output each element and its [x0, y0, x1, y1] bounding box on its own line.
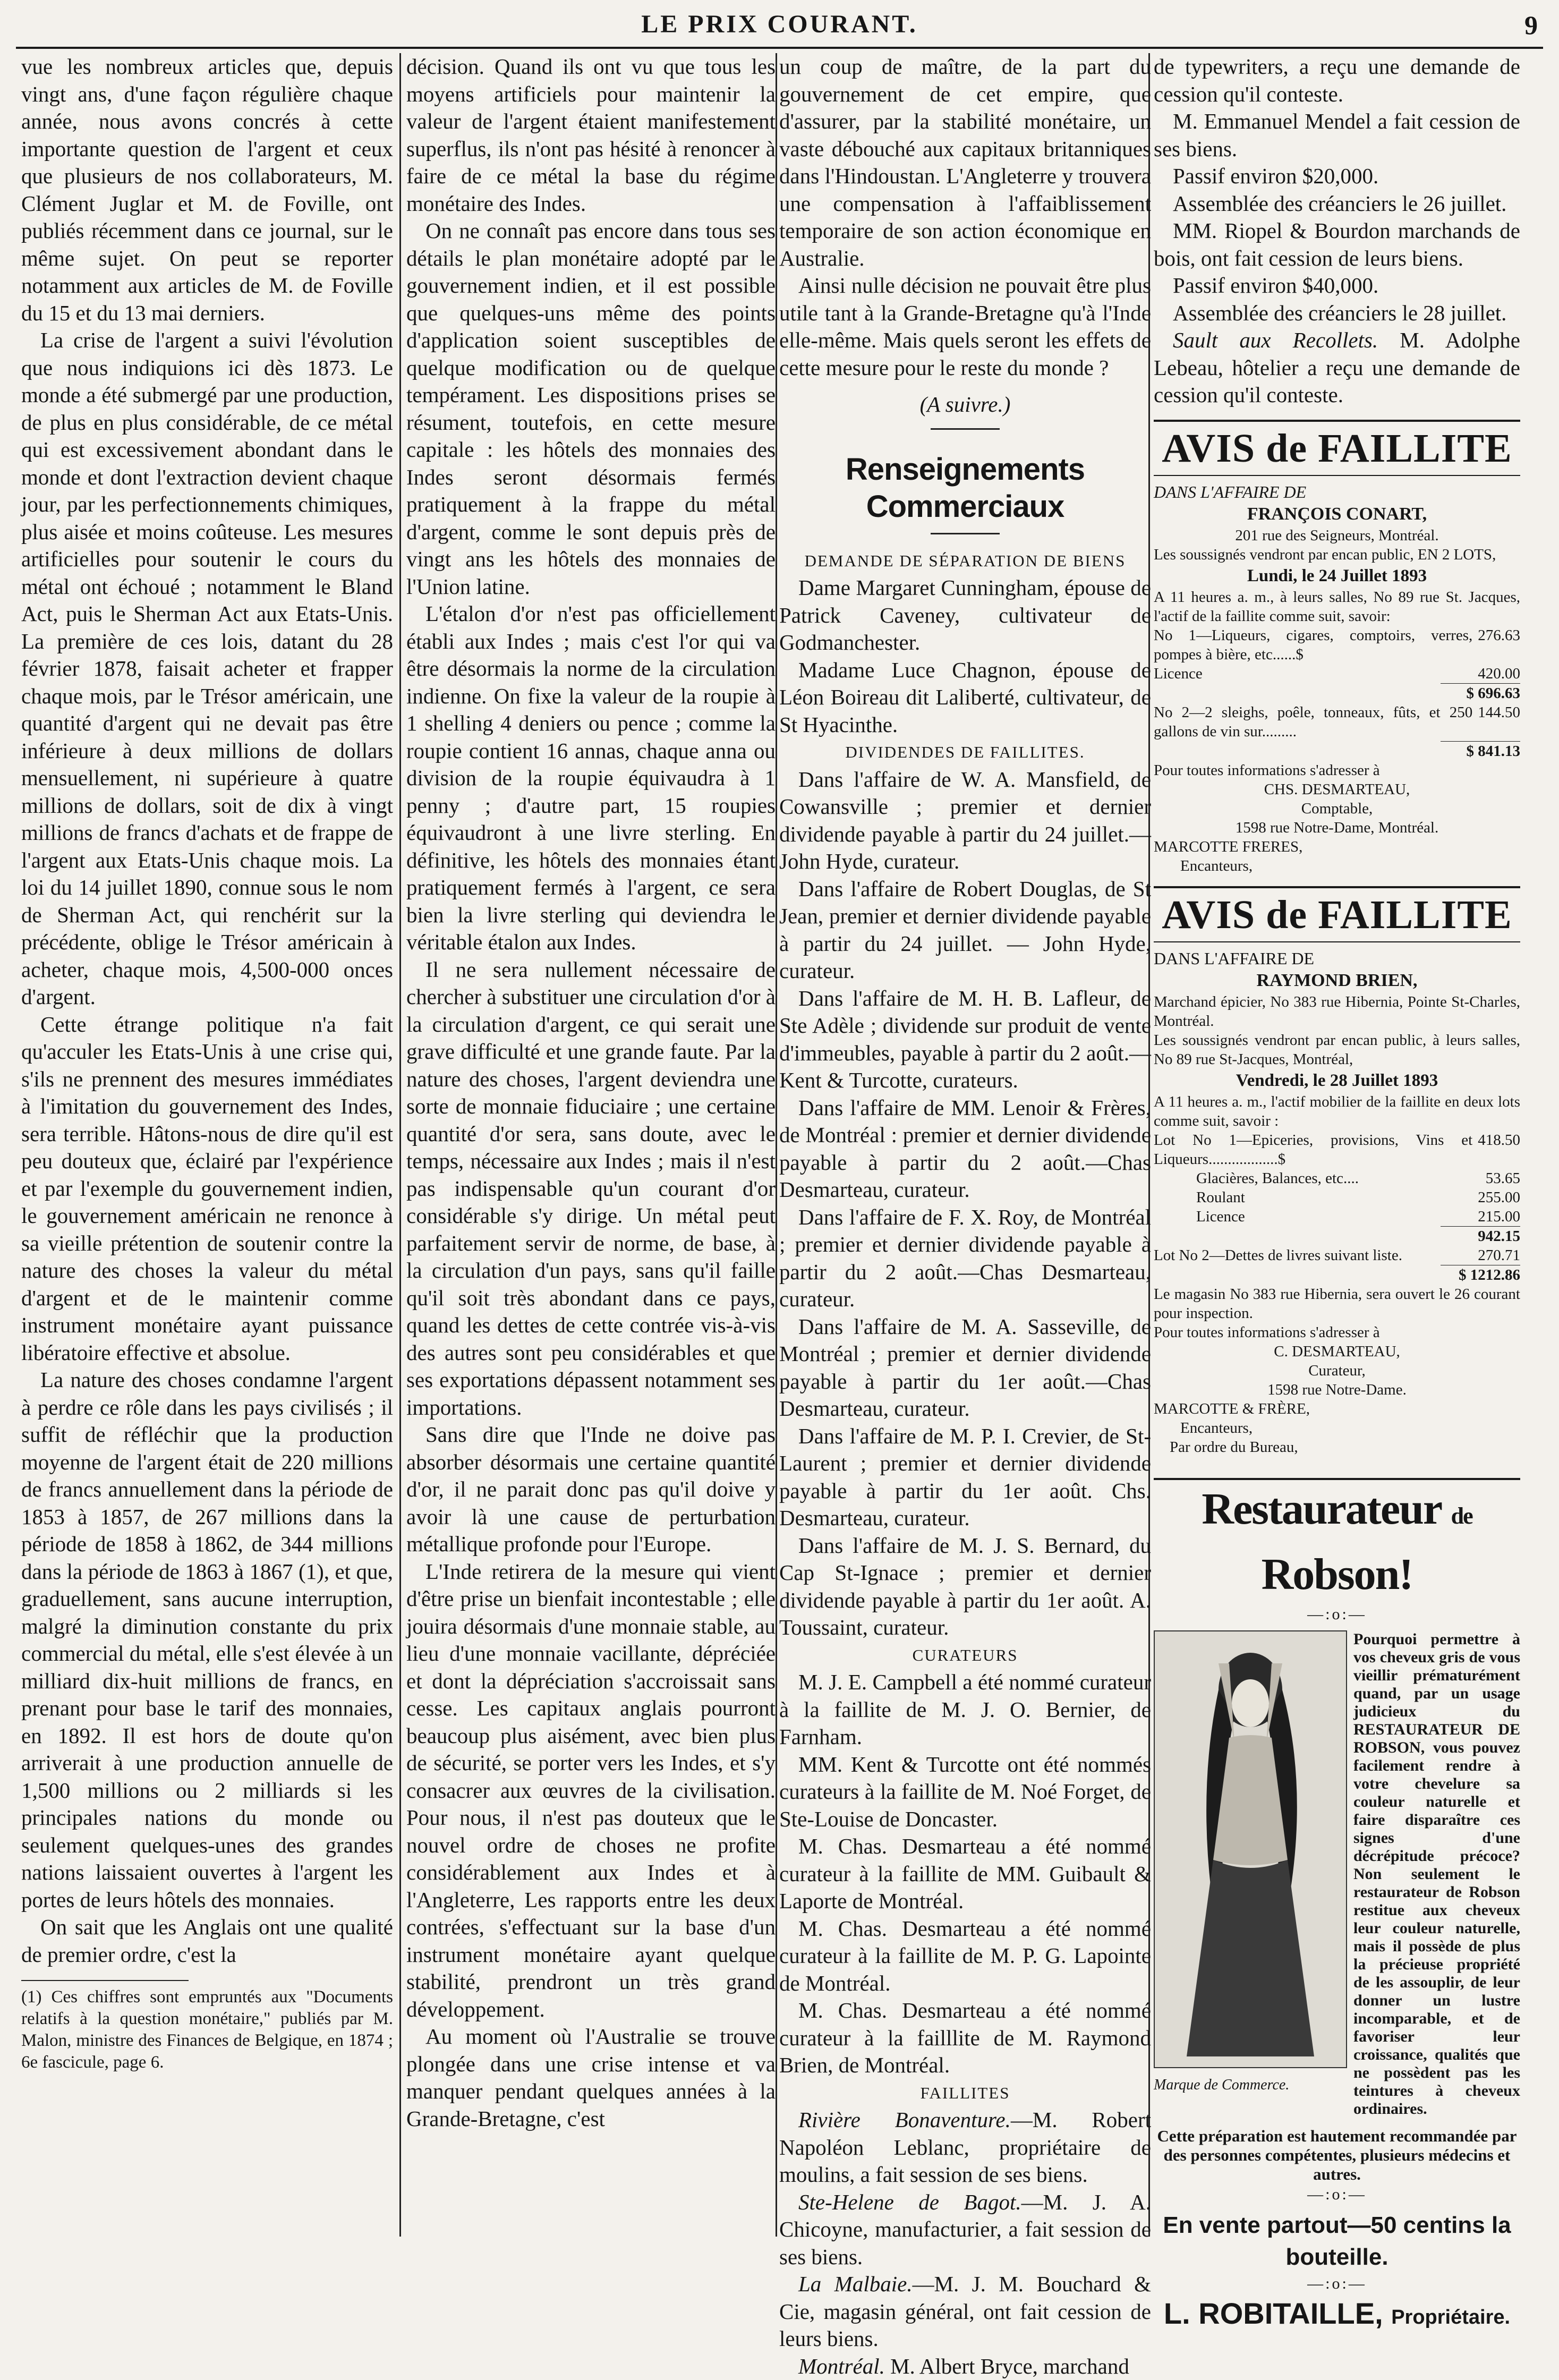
- contact-name: CHS. DESMARTEAU,: [1154, 780, 1520, 799]
- list-item: M. Chas. Desmarteau a été nommé curateur à la failllite de M. Raymond Brien, de Montréal.: [779, 1997, 1151, 2079]
- page-number: 9: [1524, 10, 1538, 40]
- subsection-heading: FAILLITES: [779, 2079, 1151, 2107]
- list-item: [779, 2353, 1151, 2380]
- lot-label: Lot No 2—Dettes de livres suivant liste.: [1154, 1246, 1402, 1265]
- paragraph: vue les nombreux articles que, depuis vingt ans, d'une façon régulière chaque année, nous avons concrés à cette importante question de l'argent et ceux que plusieurs de nos collaborateurs, M. Clément Juglar et M. de Foville, ont publiés récemment dans ce journal, sur le même sujet. On peut se reporter notamment aux articles de M. de Foville du 15 et du 13 mai derniers.: [21, 53, 393, 327]
- column-4: [1154, 53, 1520, 2239]
- lot-subtotal: 942.15: [1441, 1226, 1520, 1246]
- auctioneer-role: Encanteurs,: [1154, 1418, 1520, 1438]
- paragraph: La crise de l'argent a suivi l'évolution que nous indiquions ici dès 1873. Le monde a été submergé par une production, de plus en plus considérable, de ce métal qui est excessivement abondant dans le monde et dont l'extraction devient chaque jour, par les perfectionnements chimiques, plus aisée et moins coûteuse. Les mesures artificielles pour soutenir le cours du métal ont échoué ; notamment le Bland Act, puis le Sherman Act aux Etats-Unis. La première de ces lois, datant du 28 février 1878, faisait acheter et frapper chaque mois, par le Trésor américain, une quantité d'argent qui ne devait pas être inférieure à deux millions de dollars mensuellement, ni supérieure à quatre millions de dollars, soit de dix à vingt millions de francs d'achats et de frappe de l'argent aux Etats-Unis chaque mois. La loi du 14 juillet 1890, connue sous le nom de Sherman Act, qui renchérit sur la précédente, oblige le Trésor américain à acheter, chaque mois, 4,500-000 onces d'argent.: [21, 327, 393, 1011]
- paragraph: Assemblée des créanciers le 26 juillet.: [1154, 190, 1520, 218]
- contact-address: 1598 rue Notre-Dame, Montréal.: [1154, 818, 1520, 837]
- paragraph: Sans dire que l'Inde ne doive pas absorber désormais une certaine quantité d'or, il ne parait donc pas qu'il doive y avoir là une cause de perturbation métallique profonde pour l'Europe.: [406, 1421, 776, 1558]
- lot-row: [1154, 1169, 1520, 1188]
- list-item: MM. Kent & Turcotte ont été nommés curateurs à la faillite de M. Noé Forget, de Ste-Louise de Doncaster.: [779, 1751, 1151, 1833]
- avis-intro: Les soussignés vendront par encan public, à leurs salles, No 89 rue St-Jacques, Montréal,: [1154, 1031, 1520, 1069]
- avis-info: Pour toutes informations s'adresser à: [1154, 1323, 1520, 1342]
- avis-address: 201 rue des Seigneurs, Montréal.: [1154, 526, 1520, 545]
- avis-date: Vendredi, le 28 Juillet 1893: [1154, 1069, 1520, 1092]
- page-header: [16, 10, 1543, 49]
- avis-dans: DANS L'AFFAIRE DE: [1154, 481, 1520, 503]
- avis-details: A 11 heures a. m., à leurs salles, No 89 rue St. Jacques, l'actif de la faillite comme suit, savoir:: [1154, 588, 1520, 626]
- lot-row: [1154, 1130, 1520, 1169]
- entry-text: M. Adolphe Lebeau, hôtelier a reçu une demande de cession qu'il conteste.: [1154, 328, 1520, 407]
- lot-value: 144.50: [1472, 703, 1520, 741]
- proprietor-name: L. ROBITAILLE,: [1164, 2297, 1383, 2330]
- ad-title-main: Restaurateur: [1202, 1484, 1441, 1534]
- ornament-divider: —:o:—: [1154, 2273, 1520, 2294]
- ad-proprietor: [1154, 2294, 1520, 2336]
- list-item: Dans l'affaire de F. X. Roy, de Montréal ; premier et dernier dividende payable à partir du 2 août.—Chas Desmarteau, curateur.: [779, 1204, 1151, 1313]
- ad-title: [1154, 1478, 1520, 1604]
- entry-text: —M. J. A. Chicoyne, manufacturier, a fait session de ses biens.: [779, 2190, 1151, 2269]
- paragraph: M. Emmanuel Mendel a fait cession de ses biens.: [1154, 108, 1520, 163]
- lot-row: [1154, 1188, 1520, 1207]
- list-item: [779, 2189, 1151, 2271]
- ad-recommendation: Cette préparation est hautement recommandée par des personnes compétentes, plusieurs médecins et autres.: [1154, 2127, 1520, 2184]
- avis-dans: DANS L'AFFAIRE DE: [1154, 948, 1520, 969]
- lot-value: 276.63: [1472, 626, 1520, 664]
- paragraph: Ainsi nulle décision ne pouvait être plus utile tant à la Grande-Bretagne qu'à l'Inde elle-même. Mais quels seront les effets de cette mesure pour le reste du monde ?: [779, 272, 1151, 381]
- lot-label: Licence: [1196, 1207, 1245, 1226]
- subsection-heading: CURATEURS: [779, 1642, 1151, 1669]
- list-item: Dans l'affaire de W. A. Mansfield, de Cowansville ; premier et dernier dividende payable à partir du 24 juillet.—John Hyde, curateur.: [779, 766, 1151, 876]
- lot-label: Lot No 1—Epiceries, provisions, Vins et Liqueurs..................$: [1154, 1130, 1472, 1169]
- paragraph: Passif environ $20,000.: [1154, 163, 1520, 190]
- contact-name: C. DESMARTEAU,: [1154, 1342, 1520, 1361]
- lot-row: [1154, 664, 1520, 683]
- entry-text: M. Albert Bryce, marchand: [885, 2354, 1129, 2378]
- paragraph: L'Inde retirera de la mesure qui vient d'être prise un bienfait incontestable ; elle jouira désormais d'une monnaie stable, au lieu d'une monnaie vacillante, dépréciée et dont la dépréciation s'accroissait sans cesse. Les capitaux anglais pourront beaucoup plus aisément, avec bien plus de sécurité, se porter vers les Indes, et s'y consacrer aux œuvres de la civilisation. Pour nous, il n'est pas douteux que le nouvel ordre de choses ne profite considérablement aux Indes et à l'Angleterre, Les rapports entre les deux contrées, s'effectuant sur la base d'un instrument monétaire ayant quelque stabilité, prendront un très grand développement.: [406, 1558, 776, 2024]
- place-name: La Malbaie.: [798, 2272, 913, 2296]
- ad-body: [1154, 1630, 1520, 2118]
- ad-caption: Marque de Commerce.: [1154, 2071, 1347, 2099]
- avis-details: A 11 heures a. m., l'actif mobilier de la faillite en deux lots comme suit, savoir :: [1154, 1092, 1520, 1130]
- lot-row: [1154, 1246, 1520, 1265]
- paragraph: un coup de maître, de la part du gouvernement de cet empire, que d'assurer, par la stabilité monétaire, un vaste débouché aux capitaux britanniques dans l'Hindoustan. L'Angleterre y trouvera une compensation à l'affaiblissement temporaire de son action économique en Australie.: [779, 53, 1151, 272]
- list-item: M. Chas. Desmarteau a été nommé curateur à la faillite de MM. Guibault & Laporte de Montréal.: [779, 1833, 1151, 1915]
- lot-value: 53.65: [1480, 1169, 1520, 1188]
- ad-price: En vente partout—50 centins la bouteille.: [1154, 2209, 1520, 2273]
- ad-text: Pourquoi permettre à vos cheveux gris de vous vieillir prématurément quand, par un usage judicieux du RESTAURATEUR DE ROBSON, vous pouvez facilement rendre à votre chevelure sa couleur naturelle et faire disparaître ces signes d'une décrépitude précoce? Non seulement le restaurateur de Robson restitue aux cheveux leur couleur naturelle, mais il possède de plus la précieuse propriété de les assouplir, de leur donner un lustre incomparable, et de favoriser leur croissance, qualités que ne possèdent pas les teintures à cheveux ordinaires.: [1353, 1630, 1520, 2118]
- divider: [931, 428, 1000, 430]
- avis-address: Marchand épicier, No 383 rue Hibernia, Pointe St-Charles, Montréal.: [1154, 992, 1520, 1031]
- a-suivre: (A suivre.): [779, 391, 1151, 419]
- list-item: M. Chas. Desmarteau a été nommé curateur à la faillite de M. P. G. Lapointe de Montréal.: [779, 1915, 1151, 1998]
- place-name: Sault aux Recollets.: [1173, 328, 1378, 352]
- avis-info: Pour toutes informations s'adresser à: [1154, 761, 1520, 780]
- place-name: Ste-Helene de Bagot.: [798, 2190, 1021, 2214]
- entry-text: —M. J. M. Bouchard & Cie, magasin général, ont fait cession de leurs biens.: [779, 2272, 1151, 2351]
- place-name: Rivière Bonaventure.: [798, 2107, 1011, 2132]
- footnote: (1) Ces chiffres sont empruntés aux "Documents relatifs à la question monétaire," publiés par M. Malon, ministre des Finances de Belgique, en 1874 ; 6e fascicule, page 6.: [21, 1986, 393, 2073]
- paragraph: MM. Riopel & Bourdon marchands de bois, ont fait cession de leurs biens.: [1154, 217, 1520, 272]
- paragraph: Cette étrange politique n'a fait qu'acculer les Etats-Unis à une crise qui, s'ils ne prennent des mesures immédiates à l'imitation du gouvernement des Indes, sera terrible. Hâtons-nous de dire qu'il est peu douteux que, éclairé par l'expérience et par l'exemple du gouvernement indien, le gouvernement américain ne renonce à sa vieille prétention de soutenir contre la nature des choses la valeur du métal d'argent et de le maintenir comme instrument monétaire ayant puissance libératoire effective et absolue.: [21, 1011, 393, 1367]
- paragraph: Assemblée des créanciers le 28 juillet.: [1154, 300, 1520, 327]
- list-item: Dans l'affaire de M. J. S. Bernard, du Cap St-Ignace ; premier et dernier dividende payable à partir du 1er août. A. Toussaint, curateur.: [779, 1532, 1151, 1642]
- woman-illustration-icon: [1155, 1631, 1346, 2067]
- list-item: Dans l'affaire de M. A. Sasseville, de Montréal ; premier et dernier dividende payable à partir du 1er août.—Chas Desmarteau, curateur.: [779, 1313, 1151, 1423]
- paragraph: L'étalon d'or n'est pas officiellement établi aux Indes ; mais c'est l'or qui va être désormais la norme de la circulation indienne. On fixe la valeur de la roupie à 1 shelling 4 deniers ou pence ; comme la roupie contient 16 annas, chaque anna ou division de la roupie équivaudra à 1 penny ; d'autre part, 15 roupies équivaudront à une livre sterling. En définitive, les hôtels des monnaies étant pratiquement fermés à l'argent, ce sera bien la livre sterling qui deviendra le véritable étalon aux Indes.: [406, 600, 776, 956]
- lot-label: Glacières, Balances, etc....: [1196, 1169, 1359, 1188]
- lot-row: [1154, 703, 1520, 741]
- column-1: [21, 53, 393, 2239]
- avis-date: Lundi, le 24 Juillet 1893: [1154, 564, 1520, 588]
- footnote-rule: [21, 1980, 189, 1981]
- auctioneer: MARCOTTE & FRÈRE,: [1154, 1399, 1520, 1418]
- list-item: Dans l'affaire de Robert Douglas, de St Jean, premier et dernier dividende payable à partir du 24 juillet. — John Hyde, curateur.: [779, 876, 1151, 985]
- auctioneer: MARCOTTE FRERES,: [1154, 837, 1520, 856]
- section-title: Renseignements Commerciaux: [779, 451, 1151, 525]
- ornament-divider: —:o:—: [1154, 1604, 1520, 1625]
- lot-label: Roulant: [1196, 1188, 1245, 1207]
- avis-title: AVIS de FAILLITE: [1154, 420, 1520, 476]
- proprietor-role: Propriétaire.: [1391, 2306, 1510, 2328]
- paragraph: de typewriters, a reçu une demande de cession qu'il conteste.: [1154, 53, 1520, 108]
- paragraph: décision. Quand ils ont vu que tous les moyens artificiels pour maintenir la valeur de l'argent étaient manifestement superflus, ils n'ont pas hésité à renoncer à faire de ce métal la base du régime monétaire des Indes.: [406, 53, 776, 217]
- list-item: [779, 2271, 1151, 2353]
- contact-address: 1598 rue Notre-Dame.: [1154, 1380, 1520, 1399]
- woman-illustration: [1154, 1630, 1347, 2068]
- subsection-heading: DEMANDE DE SÉPARATION DE BIENS: [779, 547, 1151, 575]
- lot-value: 420.00: [1472, 664, 1520, 683]
- column-divider: [776, 53, 777, 2237]
- lot-label: No 2—2 sleighs, poêle, tonneaux, fûts, et 250 gallons de vin sur.........: [1154, 703, 1472, 741]
- ad-figure: [1154, 1630, 1347, 2118]
- contact-role: Curateur,: [1154, 1361, 1520, 1380]
- column-3: [779, 53, 1151, 2239]
- auctioneer-note: Par ordre du Bureau,: [1154, 1438, 1520, 1457]
- divider: [931, 533, 1000, 534]
- place-name: Montréal.: [798, 2354, 885, 2378]
- lot-label: Licence: [1154, 664, 1203, 683]
- lot-value: 418.50: [1472, 1130, 1520, 1169]
- avis-title: AVIS de FAILLITE: [1154, 886, 1520, 942]
- auctioneer-role: Encanteurs,: [1154, 856, 1520, 876]
- paragraph: Au moment où l'Australie se trouve plongée dans une crise intense et va manquer pendant quelques années à la Grande-Bretagne, c'est: [406, 2023, 776, 2132]
- lot-total: $ 1212.86: [1441, 1265, 1520, 1285]
- ad-title-brand: Robson!: [1262, 1550, 1413, 1599]
- newspaper-title: LE PRIX COURANT.: [16, 10, 1543, 39]
- contact-role: Comptable,: [1154, 799, 1520, 818]
- lot-value: 270.71: [1472, 1246, 1520, 1265]
- list-item: Dans l'affaire de M. H. B. Lafleur, de Ste Adèle ; dividende sur produit de vente d'immeubles, payable à partir du 2 août.—Kent & Turcotte, curateurs.: [779, 985, 1151, 1094]
- entry-text: —M. Robert Napoléon Leblanc, propriétaire de moulins, a fait session de ses biens.: [779, 2107, 1151, 2187]
- paragraph: La nature des choses condamne l'argent à perdre ce rôle dans les pays civilisés ; il suffit de réfléchir que la production moyenne de l'argent était de 220 millions de francs annuellement dans la période de 1853 à 1857, de 267 millions dans la période de 1858 à 1862, de 344 millions dans la période de 1863 à 1867 (1), et que, graduellement, sans aucune interruption, malgré la diminution constante du prix commercial du métal, elle s'est élevée à un milliard dix-huit millions de francs, en prenant pour base le tarif des monnaies, en 1892. Il est hors de doute qu'on arriverait à une production annuelle de 1,500 millions ou 2 milliards si les principales nations du monde ou seulement quelques-unes des grandes nations laissaient ouvertes à l'argent les portes de leurs hôtels des monnaies.: [21, 1366, 393, 1914]
- lot-value: 215.00: [1472, 1207, 1520, 1226]
- paragraph: [1154, 327, 1520, 409]
- avis-info: Le magasin No 383 rue Hibernia, sera ouvert le 26 courant pour inspection.: [1154, 1285, 1520, 1323]
- lot-value: 255.00: [1472, 1188, 1520, 1207]
- list-item: Dans l'affaire de M. P. I. Crevier, de St-Laurent ; premier et dernier dividende payable à partir du 1er août. Chs. Desmarteau, curateur.: [779, 1423, 1151, 1532]
- lot-total: $ 841.13: [1441, 741, 1520, 761]
- lot-row: [1154, 626, 1520, 664]
- lot-subtotal: $ 696.63: [1441, 683, 1520, 703]
- ornament-divider: —:o:—: [1154, 2184, 1520, 2205]
- avis-name: FRANÇOIS CONART,: [1154, 503, 1520, 526]
- list-item: [779, 2106, 1151, 2189]
- paragraph: Passif environ $40,000.: [1154, 272, 1520, 300]
- paragraph: On sait que les Anglais ont une qualité de premier ordre, c'est la: [21, 1914, 393, 1968]
- avis-intro: Les soussignés vendront par encan public, EN 2 LOTS,: [1154, 545, 1520, 564]
- avis-name: RAYMOND BRIEN,: [1154, 969, 1520, 992]
- paragraph: Il ne sera nullement nécessaire de chercher à substituer une circulation d'or à la circulation d'argent, ce qui serait une grave difficulté et une grande faute. Par la nature des choses, l'argent deviendra une sorte de monnaie fiduciaire ; une certaine quantité d'or sera, sans doute, avec le temps, nécessaire aux Indes ; mais il n'est pas indispensable qu'un courant d'or considérable s'y dirige. Un métal peut parfaitement servir de norme, de base, à la circulation d'un pays, sans qu'il faille qu'il soit très abondant dans ce pays, quand les dettes de cette contrée vis-à-vis des autres sont peu considérables et que ses exportations dépassent notamment ses importations.: [406, 956, 776, 1422]
- column-2: [406, 53, 776, 2239]
- lot-row: [1154, 1207, 1520, 1226]
- list-item: Madame Luce Chagnon, épouse de Léon Boireau dit Laliberté, cultivateur, de St Hyacinthe.: [779, 657, 1151, 739]
- list-item: Dame Margaret Cunningham, épouse de Patrick Caveney, cultivateur de Godmanchester.: [779, 574, 1151, 657]
- list-item: Dans l'affaire de MM. Lenoir & Frères, de Montréal : premier et dernier dividende payable à partir du 2 août.—Chas Desmarteau, curateur.: [779, 1094, 1151, 1204]
- subsection-heading: DIVIDENDES DE FAILLITES.: [779, 738, 1151, 766]
- column-divider: [399, 53, 401, 2237]
- paragraph: On ne connaît pas encore dans tous ses détails le plan monétaire adopté par le gouvernement indien, et il est possible que quelques-uns même des points d'application soient susceptibles de quelque modification ou de quelque tempérament. Les dispositions prises se résument, toutefois, en cette mesure capitale : les hôtels des monnaies des Indes seront désormais fermés pratiquement à la frappe du métal d'argent, comme le sont depuis près de vingt ans les hôtels des monnaies de l'Union latine.: [406, 217, 776, 600]
- ad-title-de: de: [1451, 1503, 1472, 1529]
- list-item: M. J. E. Campbell a été nommé curateur à la faillite de M. J. O. Bernier, de Farnham.: [779, 1669, 1151, 1751]
- lot-label: No 1—Liqueurs, cigares, comptoirs, verres, pompes à bière, etc......$: [1154, 626, 1472, 664]
